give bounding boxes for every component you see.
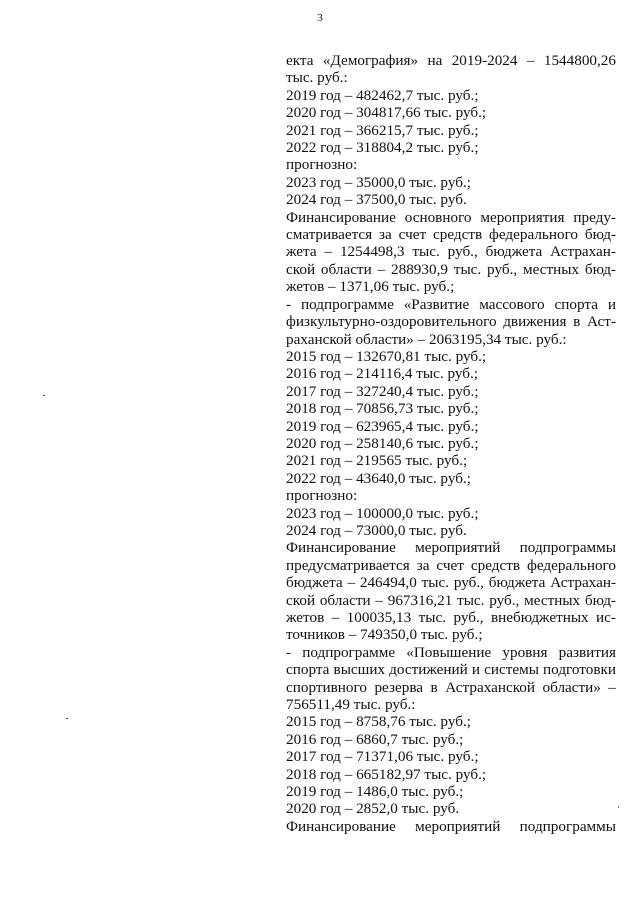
text-line: 2017 год – 71371,06 тыс. руб.; — [286, 748, 479, 766]
text-line: 2023 год – 100000,0 тыс. руб.; — [286, 504, 479, 522]
text-line: физкультурно-оздоровительного движения в Аст- — [286, 313, 616, 331]
text-line: Финансирование мероприятий подпрограммы — [286, 539, 616, 557]
text-line: 2021 год – 366215,7 тыс. руб.; — [286, 121, 479, 139]
text-line: сматривается за счет средств федерального бюд- — [286, 226, 616, 244]
text-line: жетов – 1371,06 тыс. руб.; — [286, 278, 455, 296]
text-line: 2016 год – 214116,4 тыс. руб.; — [286, 365, 478, 383]
scan-speck — [43, 395, 45, 396]
scan-speck — [618, 806, 619, 808]
text-line: 2019 год – 623965,4 тыс. руб.; — [286, 417, 479, 435]
text-line: 2019 год – 1486,0 тыс. руб.; — [286, 783, 464, 801]
text-line: точников – 749350,0 тыс. руб.; — [286, 626, 483, 644]
text-line: ской области – 967316,21 тыс. руб., местных бюд- — [286, 591, 616, 609]
text-line: 2018 год – 665182,97 тыс. руб.; — [286, 765, 487, 783]
text-line: 2020 год – 2852,0 тыс. руб. — [286, 800, 460, 818]
text-line: 2024 год – 73000,0 тыс. руб. — [286, 521, 467, 539]
text-line: 2020 год – 258140,6 тыс. руб.; — [286, 434, 479, 452]
text-line: спортивного резерва в Астраханской области» – — [286, 678, 616, 696]
text-line: прогнозно: — [286, 156, 358, 174]
text-line: жетов – 100035,13 тыс. руб., внебюджетных ис- — [286, 609, 616, 626]
text-line: тыс. руб.: — [286, 69, 348, 87]
text-line: 2020 год – 304817,66 тыс. руб.; — [286, 104, 487, 122]
text-line: 756511,49 тыс. руб.: — [286, 696, 416, 714]
text-line: 2015 год – 8758,76 тыс. руб.; — [286, 713, 471, 731]
text-line: 2018 год – 70856,73 тыс. руб.; — [286, 400, 479, 418]
page-number: 3 — [317, 12, 323, 24]
text-line: ской области – 288930,9 тыс. руб., местных бюд- — [286, 260, 616, 278]
text-line: спорта высших достижений и системы подготовки — [286, 661, 616, 679]
text-line: 2023 год – 35000,0 тыс. руб.; — [286, 173, 471, 191]
text-line: прогнозно: — [286, 487, 358, 505]
text-line: 2022 год – 318804,2 тыс. руб.; — [286, 139, 479, 157]
text-line: 2022 год – 43640,0 тыс. руб.; — [286, 469, 471, 487]
text-line: жета – 1254498,3 тыс. руб., бюджета Астрахан- — [286, 243, 616, 261]
text-line: 2017 год – 327240,4 тыс. руб.; — [286, 382, 479, 400]
text-line: екта «Демография» на 2019-2024 – 1544800,26 — [286, 52, 616, 69]
text-line: - подпрограмме «Развитие массового спорта и — [286, 295, 616, 313]
text-line: Финансирование основного мероприятия преду- — [286, 208, 616, 226]
text-line: - подпрограмме «Повышение уровня развития — [286, 643, 616, 661]
text-line: 2024 год – 37500,0 тыс. руб. — [286, 191, 467, 209]
text-line: Финансирование мероприятий подпрограммы — [286, 817, 616, 835]
text-line: 2021 год – 219565 тыс. руб.; — [286, 452, 468, 470]
document-body-column — [286, 52, 616, 835]
text-line: предусматривается за счет средств федерального — [286, 556, 616, 574]
scan-speck — [66, 718, 68, 719]
text-line: раханской области» – 2063195,34 тыс. руб.: — [286, 330, 567, 348]
text-line: бюджета – 246494,0 тыс. руб., бюджета Астрахан- — [286, 574, 616, 592]
text-line: 2015 год – 132670,81 тыс. руб.; — [286, 347, 487, 365]
text-line: 2016 год – 6860,7 тыс. руб.; — [286, 730, 464, 748]
text-line: 2019 год – 482462,7 тыс. руб.; — [286, 86, 479, 104]
